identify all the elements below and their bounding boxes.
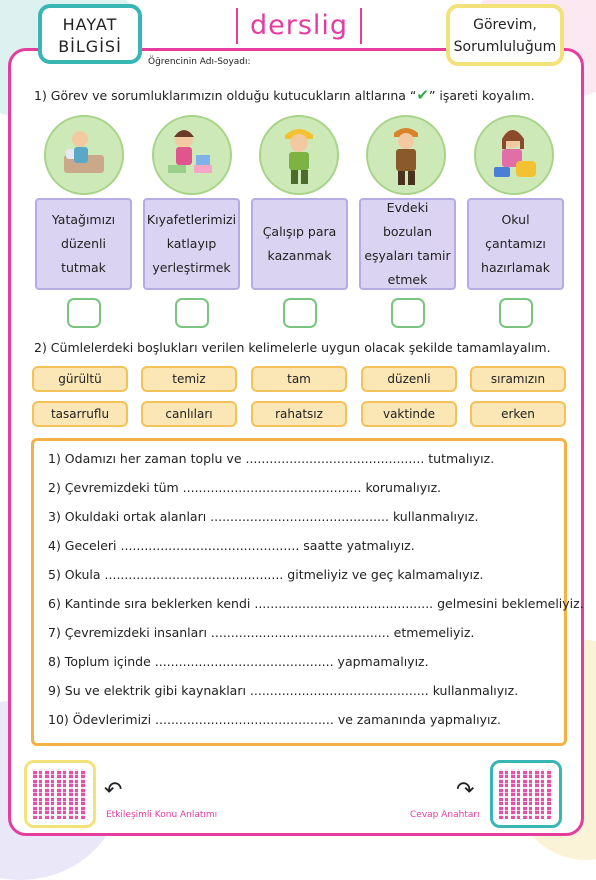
derslig-logo: derslig bbox=[249, 10, 349, 41]
fill-in-sentence[interactable]: 10) Ödevlerimizi ............................................. ve zamanında yapmalıyız. bbox=[48, 712, 502, 727]
word-chip: vaktinde bbox=[361, 401, 457, 427]
bed-making-illustration bbox=[44, 115, 124, 195]
word-chip: erken bbox=[470, 401, 566, 427]
question-2-title: 2) Cümlelerdeki boşlukları verilen kelimelerle uygun olacak şekilde tamamlayalım. bbox=[34, 340, 551, 355]
answer-checkbox[interactable] bbox=[391, 298, 425, 328]
answer-key-label[interactable]: Cevap Anahtarı bbox=[410, 810, 480, 820]
answer-checkbox[interactable] bbox=[67, 298, 101, 328]
fill-in-sentence[interactable]: 6) Kantinde sıra beklerken kendi ............................................. gelmesini beklemeliyiz. bbox=[48, 596, 584, 611]
word-chip: tasarruflu bbox=[32, 401, 128, 427]
student-name-label: Öğrencinin Adı-Soyadı: bbox=[148, 57, 251, 67]
word-chip: gürültü bbox=[32, 366, 128, 392]
checkmark-icon: ✔ bbox=[416, 86, 429, 104]
duty-card: Yatağımızı düzenli tutmak bbox=[35, 198, 132, 290]
fill-in-sentence[interactable]: 1) Odamızı her zaman toplu ve ............................................. tutmalıyız. bbox=[48, 451, 495, 466]
word-chip: tam bbox=[251, 366, 347, 392]
word-chip: temiz bbox=[141, 366, 237, 392]
packing-bag-illustration bbox=[474, 115, 554, 195]
subject-box bbox=[38, 4, 142, 64]
answer-checkbox[interactable] bbox=[499, 298, 533, 328]
fill-in-sentence[interactable]: 2) Çevremizdeki tüm ............................................. korumalıyız. bbox=[48, 480, 442, 495]
duty-card: Okul çantamızı hazırlamak bbox=[467, 198, 564, 290]
word-chip: rahatsız bbox=[251, 401, 347, 427]
duty-card: Çalışıp para kazanmak bbox=[251, 198, 348, 290]
curved-arrow-icon: ↷ bbox=[456, 778, 475, 803]
duty-card: Evdeki bozulan eşyaları tamir etmek bbox=[359, 198, 456, 290]
answer-key-qr-code[interactable] bbox=[490, 760, 562, 828]
folding-clothes-illustration bbox=[152, 115, 232, 195]
answer-checkbox[interactable] bbox=[175, 298, 209, 328]
fill-in-sentence[interactable]: 7) Çevremizdeki insanları ............................................. etmemeliyiz. bbox=[48, 625, 475, 640]
duty-card: Kıyafetlerimizi katlayıp yerleştirmek bbox=[143, 198, 240, 290]
word-chip: canlıları bbox=[141, 401, 237, 427]
logo-area bbox=[236, 8, 362, 44]
topic-box bbox=[446, 4, 564, 66]
fill-in-sentence[interactable]: 8) Toplum içinde ............................................. yapmamalıyız. bbox=[48, 654, 429, 669]
topic-title: Görevim, bbox=[473, 17, 537, 33]
qr-code-icon bbox=[33, 769, 87, 819]
question-1-title: 1) Görev ve sorumluklarımızın olduğu kutucukların altlarına “✔” işareti koyalım. bbox=[34, 86, 535, 104]
curved-arrow-icon: ↶ bbox=[104, 778, 123, 803]
fill-in-sentence[interactable]: 4) Geceleri ............................................. saatte yatmalıyız. bbox=[48, 538, 415, 553]
lesson-link-label[interactable]: Etkileşimli Konu Anlatımı bbox=[106, 810, 218, 820]
subject-title: BİLGİSİ bbox=[58, 37, 122, 56]
topic-title: Sorumluluğum bbox=[453, 39, 557, 55]
fill-in-sentence[interactable]: 3) Okuldaki ortak alanları ............................................. kullanmalıyız. bbox=[48, 509, 479, 524]
lesson-qr-code[interactable] bbox=[24, 760, 96, 828]
qr-code-icon bbox=[499, 769, 553, 819]
word-chip: sıramızın bbox=[470, 366, 566, 392]
word-chip: düzenli bbox=[361, 366, 457, 392]
answer-checkbox[interactable] bbox=[283, 298, 317, 328]
worker-illustration bbox=[259, 115, 339, 195]
subject-title: HAYAT bbox=[62, 15, 118, 34]
fill-in-sentence[interactable]: 9) Su ve elektrik gibi kaynakları ............................................. kullanmalıyız. bbox=[48, 683, 519, 698]
repairman-illustration bbox=[366, 115, 446, 195]
fill-in-sentence[interactable]: 5) Okula ............................................. gitmeliyiz ve geç kalmamalıyız. bbox=[48, 567, 484, 582]
sentences-box bbox=[31, 438, 584, 746]
